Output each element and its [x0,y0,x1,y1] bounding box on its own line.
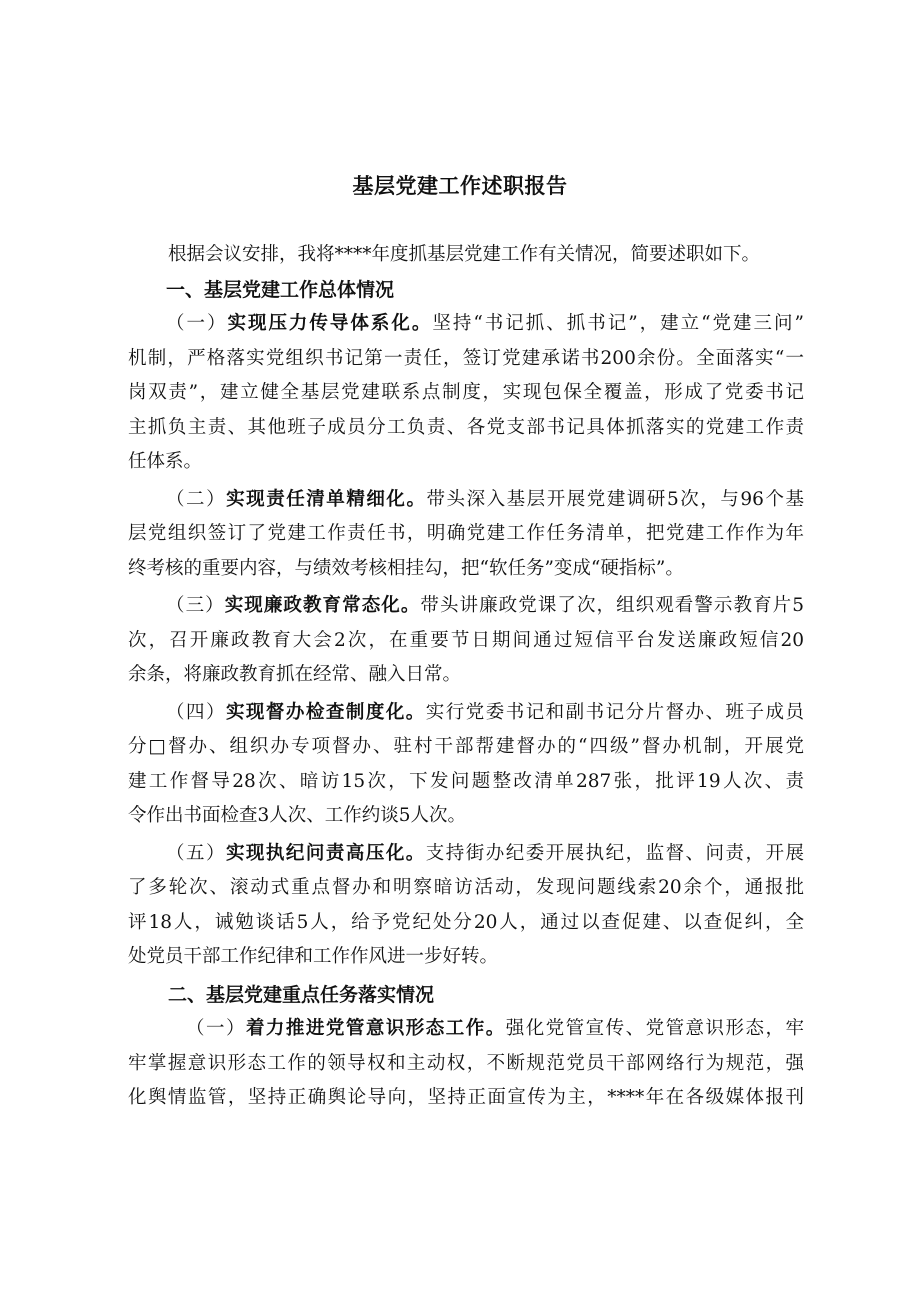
s1-p3-number: （三） [166,595,225,616]
s1-p3-line3: 余条，将廉政教育抓在经常、融入日常。 [128,664,462,685]
s1-p4-line4: 令作出书面检查3人次、工作约谈5人次。 [128,805,467,826]
s1-p1-line3: 岗双责”，建立健全基层党建联系点制度，实现包保全覆盖，形成了党委书记 [128,382,804,403]
s1-p2-line2: 层党组织签订了党建工作责任书，明确党建工作任务清单，把党建工作作为年 [128,523,804,544]
s1-p4-line2: 分□督办、组织办专项督办、驻村干部帮建督办的“四级”督办机制，开展党 [128,736,804,757]
s2-p1-line2: 牢掌握意识形态工作的领导权和主动权，不断规范党员干部网络行为规范，强 [128,1052,804,1074]
s1-p4-number: （四） [166,701,226,723]
s1-p4-lead: 实现督办检查制度化。 [225,701,426,723]
s2-p1-number: （一） [186,1018,246,1039]
s1-p1-line2: 机制，严格落实党组织书记第一责任，签订党建承诺书200余份。全面落实“一 [128,347,804,369]
s2-p1-line3: 化舆情监管，坚持正确舆论导向，坚持正面宣传为主，****年在各级媒体报刊 [128,1087,804,1108]
s1-p4-line1 [128,696,804,731]
section-1-heading: 一、基层党建工作总体情况 [166,278,395,301]
s1-p2-lead: 实现责任清单精细化。 [226,488,427,510]
s1-p5-line2: 了多轮次、滚动式重点督办和明察暗访活动，发现问题线索20余个，通报批 [128,877,804,898]
s1-p4-line3: 建工作督导28次、暗访15次，下发问题整改清单287张，批评19人次、责 [128,770,804,792]
intro-paragraph: 根据会议安排，我将****年度抓基层党建工作有关情况，简要述职如下。 [168,244,761,265]
s1-p3-text1: 带头讲廉政党课了次，组织观看警示教育片5 [420,595,804,616]
s1-p2-line1 [128,483,804,518]
s1-p1-line4: 主抓负主责、其他班子成员分工负责、各党支部书记具体抓落实的党建工作责 [128,416,804,438]
s1-p4-text1: 实行党委书记和副书记分片督办、班子成员 [425,701,804,723]
s1-p1-text1: 坚持“书记抓、抓书记”，建立“党建三问” [432,313,804,334]
s1-p3-line1 [128,589,804,624]
section-2-heading: 二、基层党建重点任务落实情况 [168,983,435,1006]
s2-p1-lead: 着力推进党管意识形态工作。 [245,1018,506,1039]
s2-p1-text1: 强化党管宣传、党管意识形态，牢 [505,1018,804,1039]
s1-p1-number: （一） [166,313,228,334]
s1-p1-lead: 实现压力传导体系化。 [227,313,433,334]
s1-p2-number: （二） [166,488,227,510]
s1-p5-line3: 评18人，诫勉谈话5人，给予党纪处分20人，通过以查促建、以查促纠，全 [128,911,804,933]
s1-p5-number: （五） [166,842,226,864]
s1-p3-lead: 实现廉政教育常态化。 [224,595,421,616]
s2-p1-line1 [128,1012,804,1047]
document-body [128,238,804,1116]
s1-p1-line5: 任体系。 [128,451,203,472]
s1-p5-lead: 实现执纪问责高压化。 [225,842,426,864]
s1-p1-line1 [128,307,804,342]
s1-p2-text1: 带头深入基层开展党建调研5次，与96个基 [426,488,804,510]
s1-p5-text1: 支持街办纪委开展执纪，监督、问责，开展 [425,842,804,864]
s1-p5-line1 [128,837,804,872]
s1-p5-line4: 处党员干部工作纪律和工作作风进一步好转。 [128,946,499,967]
document-title: 基层党建工作述职报告 [352,174,568,198]
s1-p2-line3: 终考核的重要内容，与绩效考核相挂勾，把“软任务”变成“硬指标”。 [128,557,684,579]
s1-p3-line2: 次，召开廉政教育大会2次，在重要节日期间通过短信平台发送廉政短信20 [128,629,804,651]
